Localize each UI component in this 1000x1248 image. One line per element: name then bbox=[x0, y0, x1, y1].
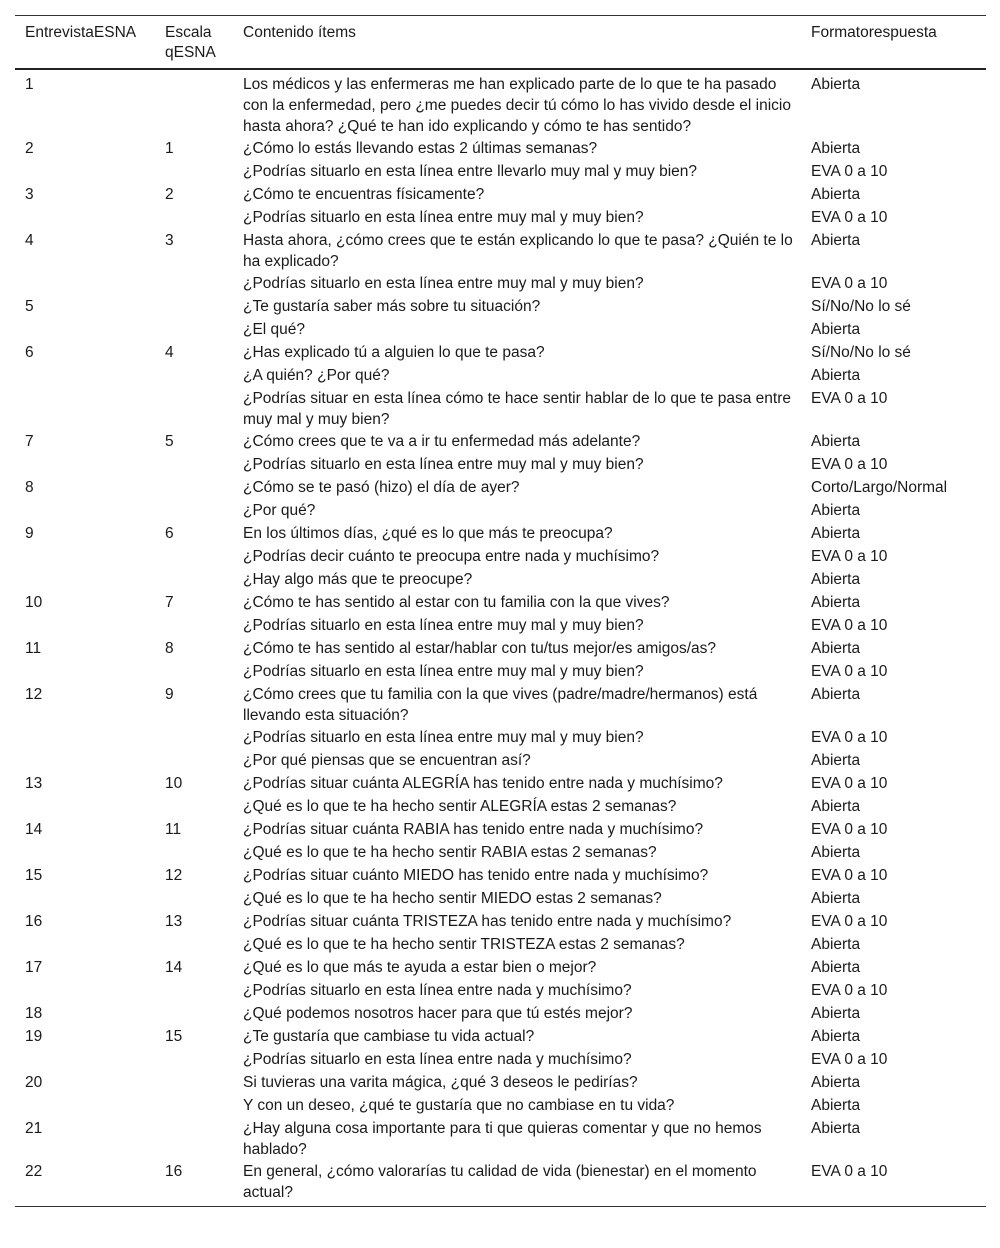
table-row bbox=[15, 430, 986, 453]
cell-entrevista: 10 bbox=[25, 594, 43, 611]
cell-formato: Abierta bbox=[811, 1028, 861, 1045]
table-row bbox=[15, 726, 986, 749]
table-row bbox=[15, 341, 986, 364]
cell-formato: Abierta bbox=[811, 367, 861, 384]
table-row bbox=[15, 749, 986, 772]
cell-formato: Abierta bbox=[811, 571, 861, 588]
cell-entrevista bbox=[15, 614, 155, 637]
cell-escala bbox=[155, 364, 233, 387]
table-row bbox=[15, 933, 986, 956]
cell-formato: EVA 0 a 10 bbox=[811, 913, 888, 930]
cell-entrevista: 1 bbox=[25, 76, 34, 93]
cell-formato: Abierta bbox=[811, 594, 861, 611]
cell-item: Si tuvieras una varita mágica, ¿qué 3 deseos le pedirías? bbox=[243, 1074, 638, 1091]
cell-item: ¿Por qué piensas que se encuentran así? bbox=[243, 752, 531, 769]
cell-formato: Abierta bbox=[811, 1120, 861, 1137]
cell-entrevista: 14 bbox=[25, 821, 43, 838]
table-row bbox=[15, 1071, 986, 1094]
cell-entrevista bbox=[15, 749, 155, 772]
cell-entrevista: 9 bbox=[25, 525, 34, 542]
table-row bbox=[15, 1160, 986, 1207]
cell-entrevista: 8 bbox=[25, 479, 34, 496]
table-row bbox=[15, 1002, 986, 1025]
cell-escala bbox=[155, 1117, 233, 1160]
cell-item: ¿Qué es lo que te ha hecho sentir MIEDO estas 2 semanas? bbox=[243, 890, 662, 907]
header-row bbox=[15, 16, 986, 70]
cell-item: Y con un deseo, ¿qué te gustaría que no cambiase en tu vida? bbox=[243, 1097, 675, 1114]
cell-entrevista: 21 bbox=[25, 1120, 43, 1137]
cell-entrevista: 6 bbox=[25, 344, 34, 361]
cell-formato: EVA 0 a 10 bbox=[811, 209, 888, 226]
table-row bbox=[15, 1094, 986, 1117]
cell-formato: Abierta bbox=[811, 140, 861, 157]
cell-item: ¿Podrías situarlo en esta línea entre muy mal y muy bien? bbox=[243, 663, 644, 680]
cell-formato: Abierta bbox=[811, 640, 861, 657]
cell-item: ¿Podrías situarlo en esta línea entre muy mal y muy bien? bbox=[243, 617, 644, 634]
cell-entrevista: 22 bbox=[25, 1163, 43, 1180]
cell-escala: 7 bbox=[165, 594, 174, 611]
cell-escala: 10 bbox=[165, 775, 183, 792]
cell-escala: 15 bbox=[165, 1028, 183, 1045]
cell-item: ¿Podrías decir cuánto te preocupa entre nada y muchísimo? bbox=[243, 548, 660, 565]
table-row bbox=[15, 522, 986, 545]
table-row bbox=[15, 545, 986, 568]
cell-formato: Abierta bbox=[811, 186, 861, 203]
cell-formato: Abierta bbox=[811, 936, 861, 953]
cell-entrevista: 11 bbox=[25, 640, 42, 657]
table-row bbox=[15, 272, 986, 295]
table-row bbox=[15, 591, 986, 614]
cell-item: ¿Hay alguna cosa importante para ti que quieras comentar y que no hemos hablado? bbox=[243, 1120, 762, 1158]
cell-formato: Abierta bbox=[811, 1097, 861, 1114]
header-escala-line2: qESNA bbox=[165, 44, 216, 61]
cell-entrevista: 2 bbox=[25, 140, 34, 157]
header-entrevista: EntrevistaESNA bbox=[25, 24, 137, 41]
cell-entrevista: 18 bbox=[25, 1005, 43, 1022]
table-row bbox=[15, 683, 986, 726]
table-row bbox=[15, 956, 986, 979]
cell-entrevista bbox=[15, 387, 155, 430]
table-container bbox=[15, 15, 986, 1207]
cell-entrevista bbox=[15, 318, 155, 341]
cell-formato: EVA 0 a 10 bbox=[811, 1051, 888, 1068]
cell-escala: 16 bbox=[165, 1163, 183, 1180]
cell-item: ¿Te gustaría que cambiase tu vida actual? bbox=[243, 1028, 535, 1045]
table-row bbox=[15, 637, 986, 660]
cell-escala bbox=[155, 1048, 233, 1071]
cell-entrevista bbox=[15, 568, 155, 591]
cell-entrevista: 20 bbox=[25, 1074, 43, 1091]
cell-escala bbox=[155, 160, 233, 183]
table-row bbox=[15, 1117, 986, 1160]
cell-escala bbox=[155, 295, 233, 318]
cell-escala bbox=[155, 1071, 233, 1094]
cell-formato: EVA 0 a 10 bbox=[811, 163, 888, 180]
table-row bbox=[15, 206, 986, 229]
cell-formato: Abierta bbox=[811, 433, 861, 450]
cell-escala: 8 bbox=[165, 640, 174, 657]
cell-formato: EVA 0 a 10 bbox=[811, 548, 888, 565]
table-row bbox=[15, 160, 986, 183]
cell-escala: 2 bbox=[165, 186, 174, 203]
table-row bbox=[15, 387, 986, 430]
cell-item: ¿Cómo te has sentido al estar/hablar con tu/tus mejor/es amigos/as? bbox=[243, 640, 716, 657]
cell-item: ¿Cómo se te pasó (hizo) el día de ayer? bbox=[243, 479, 520, 496]
cell-formato: Corto/Largo/Normal bbox=[811, 479, 948, 496]
table-row bbox=[15, 364, 986, 387]
cell-escala: 3 bbox=[165, 232, 174, 249]
cell-formato: EVA 0 a 10 bbox=[811, 775, 888, 792]
cell-entrevista: 3 bbox=[25, 186, 34, 203]
cell-item: ¿Qué podemos nosotros hacer para que tú estés mejor? bbox=[243, 1005, 633, 1022]
cell-item: ¿El qué? bbox=[243, 321, 306, 338]
cell-entrevista bbox=[15, 206, 155, 229]
cell-escala: 5 bbox=[165, 433, 174, 450]
cell-item: ¿Podrías situar cuánto MIEDO has tenido entre nada y muchísimo? bbox=[243, 867, 709, 884]
cell-item: ¿Podrías situarlo en esta línea entre nada y muchísimo? bbox=[243, 982, 632, 999]
cell-entrevista bbox=[15, 726, 155, 749]
cell-entrevista bbox=[15, 933, 155, 956]
cell-entrevista: 16 bbox=[25, 913, 43, 930]
cell-formato: Abierta bbox=[811, 76, 861, 93]
cell-escala bbox=[155, 387, 233, 430]
cell-formato: EVA 0 a 10 bbox=[811, 867, 888, 884]
cell-escala bbox=[155, 795, 233, 818]
cell-escala bbox=[155, 69, 233, 137]
cell-formato: EVA 0 a 10 bbox=[811, 390, 888, 407]
cell-escala bbox=[155, 660, 233, 683]
cell-escala bbox=[155, 1002, 233, 1025]
cell-formato: Abierta bbox=[811, 1005, 861, 1022]
cell-formato: EVA 0 a 10 bbox=[811, 617, 888, 634]
cell-item: ¿Cómo lo estás llevando estas 2 últimas semanas? bbox=[243, 140, 598, 157]
table-row bbox=[15, 476, 986, 499]
cell-entrevista bbox=[15, 453, 155, 476]
cell-item: ¿A quién? ¿Por qué? bbox=[243, 367, 390, 384]
table-row bbox=[15, 69, 986, 137]
cell-item: ¿Qué es lo que más te ayuda a estar bien o mejor? bbox=[243, 959, 597, 976]
cell-item: ¿Qué es lo que te ha hecho sentir ALEGRÍA estas 2 semanas? bbox=[243, 798, 677, 815]
cell-item: ¿Podrías situarlo en esta línea entre muy mal y muy bien? bbox=[243, 456, 644, 473]
cell-escala bbox=[155, 453, 233, 476]
cell-escala bbox=[155, 476, 233, 499]
cell-formato: EVA 0 a 10 bbox=[811, 456, 888, 473]
cell-item: ¿Has explicado tú a alguien lo que te pasa? bbox=[243, 344, 545, 361]
cell-formato: EVA 0 a 10 bbox=[811, 1163, 888, 1180]
cell-formato: Abierta bbox=[811, 959, 861, 976]
cell-item: ¿Cómo te encuentras físicamente? bbox=[243, 186, 485, 203]
cell-escala: 4 bbox=[165, 344, 174, 361]
cell-entrevista bbox=[15, 1094, 155, 1117]
cell-item: ¿Podrías situar cuánta TRISTEZA has tenido entre nada y muchísimo? bbox=[243, 913, 732, 930]
cell-formato: Abierta bbox=[811, 502, 861, 519]
cell-item: ¿Podrías situarlo en esta línea entre llevarlo muy mal y muy bien? bbox=[243, 163, 698, 180]
header-formato: Formatorespuesta bbox=[811, 24, 937, 41]
cell-item: ¿Podrías situarlo en esta línea entre muy mal y muy bien? bbox=[243, 209, 644, 226]
cell-item: ¿Podrías situar en esta línea cómo te hace sentir hablar de lo que te pasa entre muy mal y muy bien? bbox=[243, 390, 791, 428]
cell-formato: Abierta bbox=[811, 844, 861, 861]
questionnaire-table bbox=[15, 15, 986, 1207]
cell-escala: 1 bbox=[165, 140, 174, 157]
cell-item: ¿Cómo crees que te va a ir tu enfermedad más adelante? bbox=[243, 433, 641, 450]
table-row bbox=[15, 841, 986, 864]
cell-item: En los últimos días, ¿qué es lo que más te preocupa? bbox=[243, 525, 613, 542]
table-row bbox=[15, 795, 986, 818]
table-row bbox=[15, 318, 986, 341]
cell-escala: 9 bbox=[165, 686, 174, 703]
cell-item: ¿Hay algo más que te preocupe? bbox=[243, 571, 473, 588]
cell-escala bbox=[155, 1094, 233, 1117]
cell-item: ¿Qué es lo que te ha hecho sentir RABIA estas 2 semanas? bbox=[243, 844, 657, 861]
cell-formato: EVA 0 a 10 bbox=[811, 275, 888, 292]
table-row bbox=[15, 137, 986, 160]
cell-escala: 11 bbox=[165, 821, 182, 838]
cell-item: ¿Podrías situar cuánta RABIA has tenido entre nada y muchísimo? bbox=[243, 821, 704, 838]
cell-escala bbox=[155, 933, 233, 956]
cell-item: En general, ¿cómo valorarías tu calidad de vida (bienestar) en el momento actual? bbox=[243, 1163, 757, 1201]
cell-escala bbox=[155, 272, 233, 295]
cell-item: ¿Podrías situar cuánta ALEGRÍA has tenido entre nada y muchísimo? bbox=[243, 775, 723, 792]
cell-escala bbox=[155, 206, 233, 229]
cell-escala bbox=[155, 979, 233, 1002]
cell-item: ¿Te gustaría saber más sobre tu situación? bbox=[243, 298, 541, 315]
cell-entrevista bbox=[15, 1048, 155, 1071]
table-row bbox=[15, 295, 986, 318]
cell-entrevista: 7 bbox=[25, 433, 34, 450]
table-body bbox=[15, 69, 986, 1207]
cell-item: ¿Podrías situarlo en esta línea entre nada y muchísimo? bbox=[243, 1051, 632, 1068]
table-row bbox=[15, 910, 986, 933]
cell-escala: 13 bbox=[165, 913, 183, 930]
cell-entrevista: 19 bbox=[25, 1028, 43, 1045]
cell-formato: Abierta bbox=[811, 890, 861, 907]
cell-entrevista bbox=[15, 364, 155, 387]
cell-escala bbox=[155, 726, 233, 749]
table-row bbox=[15, 979, 986, 1002]
cell-escala bbox=[155, 318, 233, 341]
cell-formato: EVA 0 a 10 bbox=[811, 729, 888, 746]
table-row bbox=[15, 1025, 986, 1048]
cell-escala bbox=[155, 749, 233, 772]
cell-formato: Abierta bbox=[811, 686, 861, 703]
cell-entrevista: 12 bbox=[25, 686, 43, 703]
cell-formato: Abierta bbox=[811, 232, 861, 249]
cell-item: ¿Cómo te has sentido al estar con tu familia con la que vives? bbox=[243, 594, 670, 611]
cell-formato: Abierta bbox=[811, 798, 861, 815]
table-row bbox=[15, 183, 986, 206]
cell-entrevista: 5 bbox=[25, 298, 34, 315]
cell-entrevista bbox=[15, 160, 155, 183]
cell-formato: EVA 0 a 10 bbox=[811, 663, 888, 680]
cell-escala bbox=[155, 841, 233, 864]
table-row bbox=[15, 614, 986, 637]
cell-escala bbox=[155, 499, 233, 522]
cell-entrevista bbox=[15, 499, 155, 522]
table-row bbox=[15, 864, 986, 887]
cell-formato: Sí/No/No lo sé bbox=[811, 344, 911, 361]
cell-entrevista bbox=[15, 545, 155, 568]
table-header bbox=[15, 16, 986, 70]
cell-item: ¿Podrías situarlo en esta línea entre muy mal y muy bien? bbox=[243, 729, 644, 746]
table-row bbox=[15, 229, 986, 272]
table-row bbox=[15, 772, 986, 795]
header-escala-line1: Escala bbox=[165, 24, 212, 41]
table-row bbox=[15, 660, 986, 683]
cell-formato: Sí/No/No lo sé bbox=[811, 298, 911, 315]
cell-entrevista: 17 bbox=[25, 959, 43, 976]
cell-entrevista bbox=[15, 979, 155, 1002]
table-row bbox=[15, 568, 986, 591]
cell-escala: 14 bbox=[165, 959, 183, 976]
cell-entrevista bbox=[15, 272, 155, 295]
table-row bbox=[15, 499, 986, 522]
cell-entrevista: 4 bbox=[25, 232, 34, 249]
table-row bbox=[15, 1048, 986, 1071]
cell-escala bbox=[155, 545, 233, 568]
cell-entrevista: 15 bbox=[25, 867, 43, 884]
cell-entrevista: 13 bbox=[25, 775, 43, 792]
table-row bbox=[15, 887, 986, 910]
cell-formato: Abierta bbox=[811, 525, 861, 542]
cell-entrevista bbox=[15, 795, 155, 818]
cell-item: ¿Podrías situarlo en esta línea entre muy mal y muy bien? bbox=[243, 275, 644, 292]
cell-item: ¿Cómo crees que tu familia con la que vives (padre/madre/hermanos) está llevando esta situación? bbox=[243, 686, 758, 724]
cell-formato: EVA 0 a 10 bbox=[811, 982, 888, 999]
cell-escala: 6 bbox=[165, 525, 174, 542]
table-row bbox=[15, 453, 986, 476]
cell-escala bbox=[155, 614, 233, 637]
cell-formato: EVA 0 a 10 bbox=[811, 821, 888, 838]
cell-item: Los médicos y las enfermeras me han explicado parte de lo que te ha pasado con la enfermedad, pero ¿me puedes decir tú cómo lo has vivido desde el inicio hasta ahora? ¿Qué te han ido explicando y cómo te has sentido? bbox=[243, 76, 791, 135]
table-row bbox=[15, 818, 986, 841]
header-escala bbox=[155, 16, 233, 70]
cell-item: ¿Qué es lo que te ha hecho sentir TRISTEZA estas 2 semanas? bbox=[243, 936, 685, 953]
cell-item: Hasta ahora, ¿cómo crees que te están explicando lo que te pasa? ¿Quién te lo ha explicado? bbox=[243, 232, 793, 270]
cell-entrevista bbox=[15, 887, 155, 910]
header-contenido: Contenido ítems bbox=[243, 24, 356, 41]
cell-escala bbox=[155, 887, 233, 910]
cell-formato: Abierta bbox=[811, 1074, 861, 1091]
cell-formato: Abierta bbox=[811, 752, 861, 769]
cell-escala bbox=[155, 568, 233, 591]
cell-entrevista bbox=[15, 841, 155, 864]
cell-item: ¿Por qué? bbox=[243, 502, 316, 519]
cell-escala: 12 bbox=[165, 867, 183, 884]
cell-entrevista bbox=[15, 660, 155, 683]
cell-formato: Abierta bbox=[811, 321, 861, 338]
